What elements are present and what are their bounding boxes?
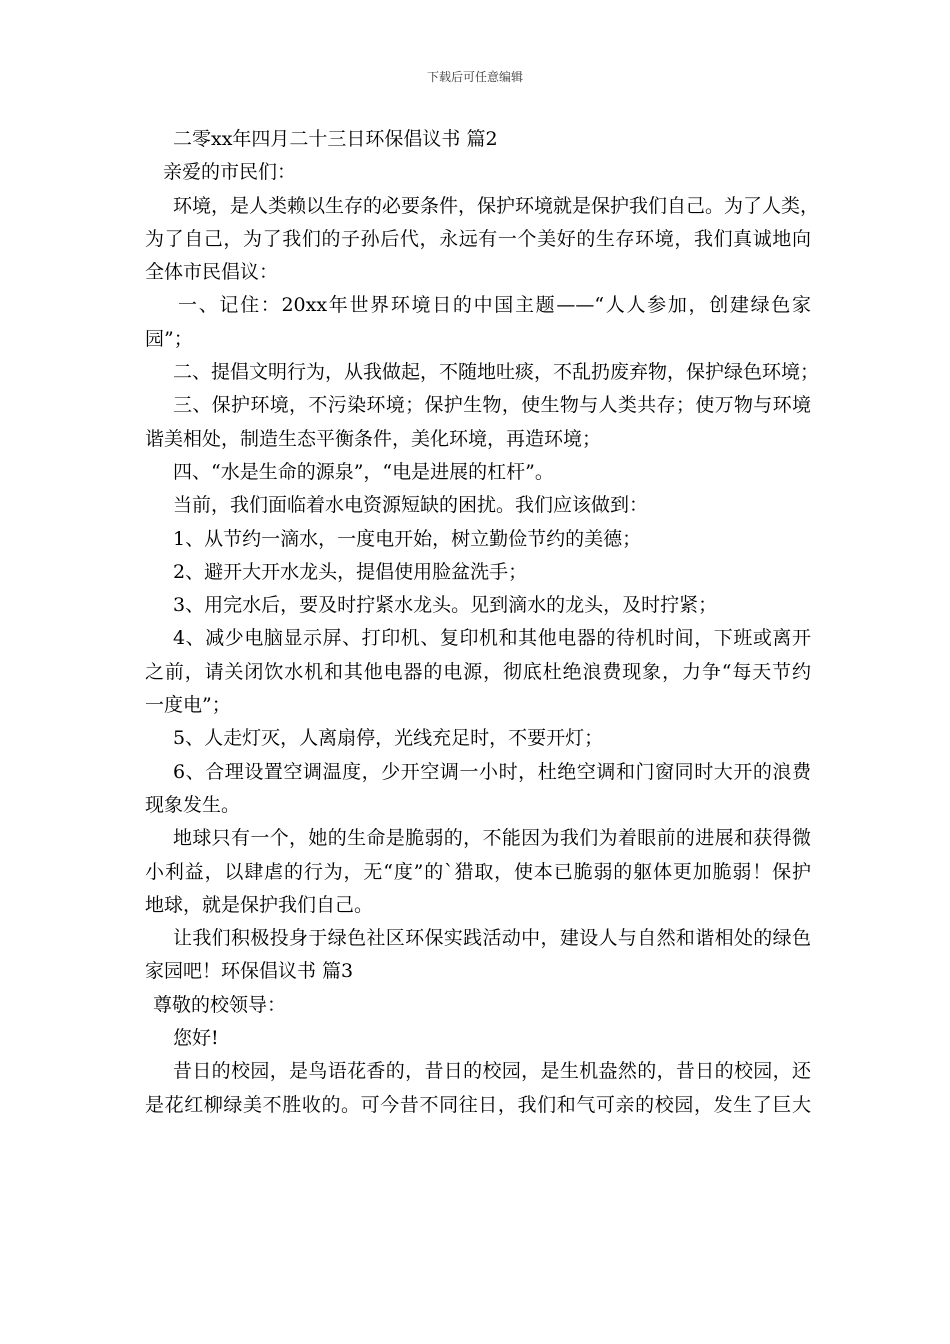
- text-line: 尊敬的校领导：: [153, 993, 287, 1016]
- text-line: 5、人走灯灭，人离扇停，光线充足时，不要开灯；: [173, 727, 604, 750]
- text-line: 是花红柳绿美不胜收的。可今昔不同往日，我们和气可亲的校园，发生了巨大: [145, 1093, 811, 1116]
- text-line: 家园吧！环保倡议书 篇3: [145, 960, 354, 983]
- text-line: 4、减少电脑显示屏、打印机、复印机和其他电器的待机时间，下班或离开: [173, 627, 811, 650]
- text-line: 谐美相处，制造生态平衡条件，美化环境，再造环境；: [145, 427, 602, 450]
- text-line: 一、记住：20xx年世界环境日的中国主题——“人人参加，创建绿色家: [178, 294, 811, 317]
- text-line: 环境，是人类赖以生存的必要条件，保护环境就是保护我们自己。为了人类，: [173, 194, 820, 217]
- text-line: 1、从节约一滴水，一度电开始，树立勤俭节约的美德；: [173, 527, 642, 550]
- text-line: 现象发生。: [145, 793, 241, 816]
- text-line: 一度电”；: [145, 694, 231, 717]
- page-header: 下载后可任意编辑: [426, 70, 523, 84]
- text-line: 昔日的校园，是鸟语花香的，昔日的校园，是生机盎然的，昔日的校园，还: [173, 1060, 811, 1083]
- text-line: 四、“水是生命的源泉”，“电是进展的杠杆”。: [173, 460, 554, 483]
- text-line: 地球，就是保护我们自己。: [145, 893, 374, 916]
- text-line: 3、用完水后，要及时拧紧水龙头。见到滴水的龙头，及时拧紧；: [173, 594, 718, 617]
- text-line: 三、保护环境，不污染环境；保护生物，使生物与人类共存；使万物与环境: [173, 394, 811, 417]
- text-line: 园”；: [145, 327, 193, 350]
- text-line: 6、合理设置空调温度，少开空调一小时，杜绝空调和门窗同时大开的浪费: [173, 760, 811, 783]
- text-line: 为了自己，为了我们的子孙后代，永远有一个美好的生存环境，我们真诚地向: [145, 227, 811, 250]
- text-line: 地球只有一个，她的生命是脆弱的，不能因为我们为着眼前的进展和获得微: [173, 827, 811, 850]
- text-line: 亲爱的市民们：: [163, 161, 297, 184]
- text-line: 当前，我们面临着水电资源短缺的困扰。我们应该做到：: [173, 494, 649, 517]
- text-line: 让我们积极投身于绿色社区环保实践活动中，建设人与自然和谐相处的绿色: [173, 927, 811, 950]
- text-line: 二零xx年四月二十三日环保倡议书 篇2: [173, 128, 498, 150]
- document-body: [145, 123, 820, 1122]
- text-line: 二、提倡文明行为，从我做起，不随地吐痰，不乱扔废弃物，保护绿色环境；: [173, 361, 820, 384]
- text-line: 您好!: [173, 1027, 219, 1050]
- text-line: 小利益，以肆虐的行为，无“度”的`猎取，使本已脆弱的躯体更加脆弱！保护: [145, 860, 811, 883]
- text-line: 全体市民倡议：: [145, 261, 279, 284]
- text-line: 之前，请关闭饮水机和其他电器的电源，彻底杜绝浪费现象，力争“每天节约: [145, 660, 811, 683]
- text-line: 2、避开大开水龙头，提倡使用脸盆洗手；: [173, 560, 528, 583]
